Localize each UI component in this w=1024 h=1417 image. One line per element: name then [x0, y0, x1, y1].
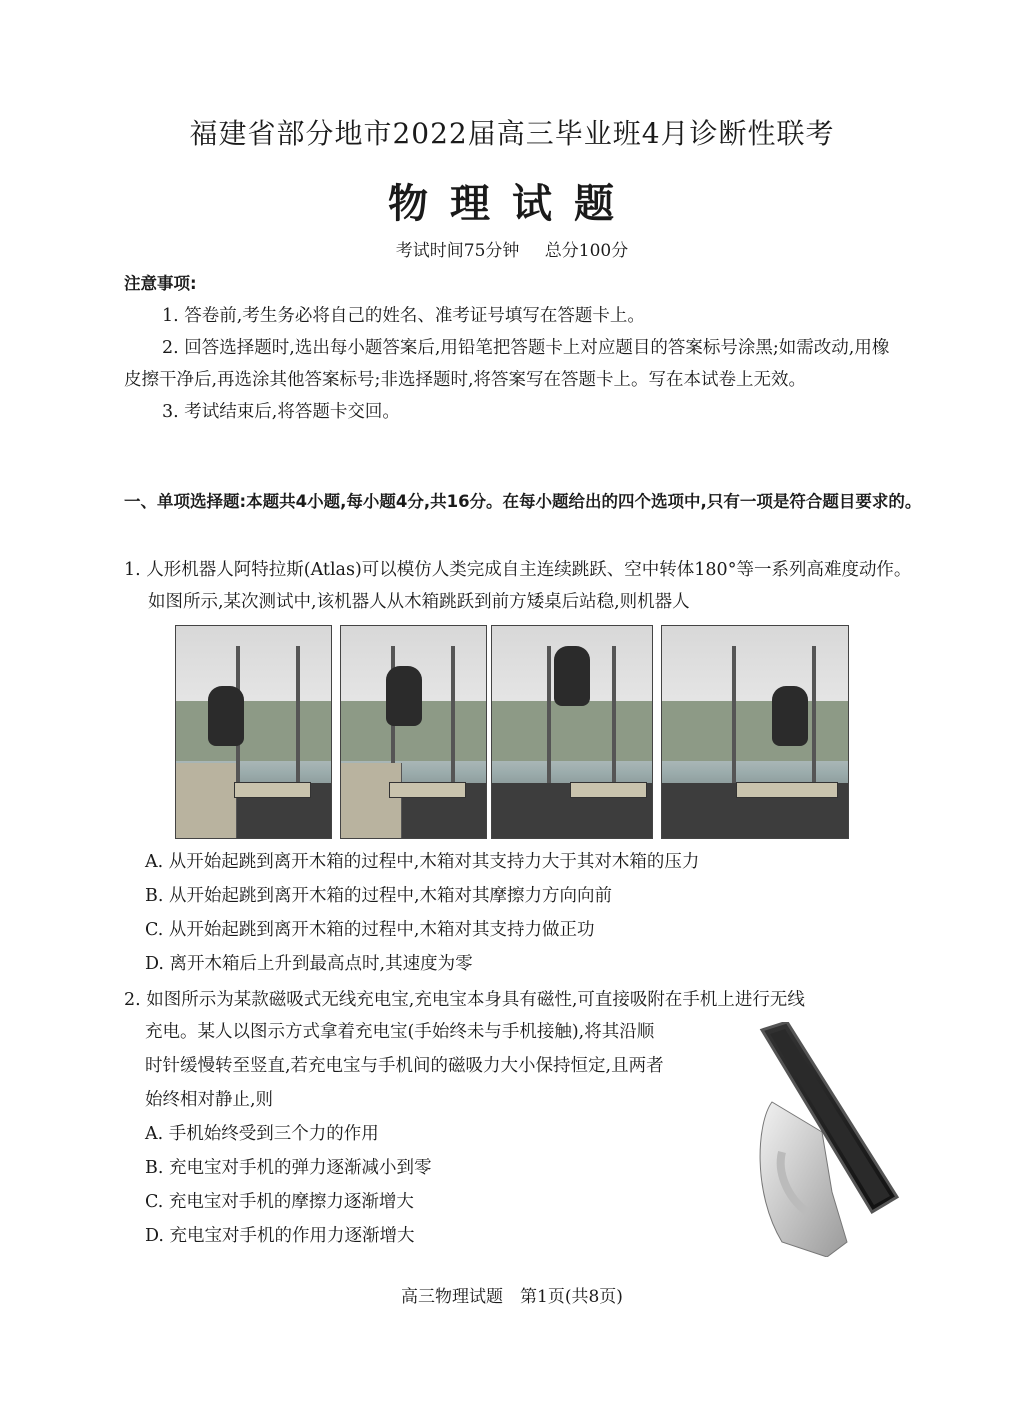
- q2-stem-line1: 2. 如图所示为某款磁吸式无线充电宝,充电宝本身具有磁性,可直接吸附在手机上进行无线: [124, 990, 805, 1010]
- q2-option-d: D. 充电宝对手机的作用力逐渐增大: [145, 1226, 415, 1246]
- q2-option-c: C. 充电宝对手机的摩擦力逐渐增大: [145, 1192, 414, 1212]
- q1-photo-2: [340, 625, 487, 839]
- q2-stem-line4: 始终相对静止,则: [145, 1090, 274, 1110]
- exam-total: 总分100分: [544, 241, 629, 261]
- q1-option-c: C. 从开始起跳到离开木箱的过程中,木箱对其支持力做正功: [145, 920, 595, 940]
- q2-stem-line2: 充电。某人以图示方式拿着充电宝(手始终未与手机接触),将其沿顺: [145, 1022, 655, 1042]
- q1-photo-4: [661, 625, 849, 839]
- q1-stem: 1. 人形机器人阿特拉斯(Atlas)可以模仿人类完成自主连续跳跃、空中转体180°等一系列高难度动作。如图所示,某次测试中,该机器人从木箱跳跃到前方矮桌后站稳,则机器人: [124, 560, 912, 612]
- q1-option-b: B. 从开始起跳到离开木箱的过程中,木箱对其摩擦力方向向前: [145, 886, 613, 906]
- exam-title: 福建省部分地市2022届高三毕业班4月诊断性联考: [189, 117, 835, 150]
- notice-heading: 注意事项:: [124, 274, 197, 293]
- section1-heading: 一、单项选择题:本题共4小题,每小题4分,共16分。在每小题给出的四个选项中,只有一项是符合题目要求的。: [124, 492, 922, 511]
- exam-meta: [0, 236, 1024, 261]
- q2-phone-figure: [752, 1022, 902, 1257]
- q1-option-a: A. 从开始起跳到离开木箱的过程中,木箱对其支持力大于其对木箱的压力: [145, 852, 700, 872]
- subject-title: 物理试题: [388, 180, 636, 227]
- q2-stem-line3: 时针缓慢转至竖直,若充电宝与手机间的磁吸力大小保持恒定,且两者: [145, 1056, 664, 1076]
- notice-item-3: 3. 考试结束后,将答题卡交回。: [162, 402, 400, 422]
- q1-figure: [175, 625, 850, 840]
- page-footer: 高三物理试题 第1页(共8页): [401, 1287, 623, 1307]
- exam-time: 考试时间75分钟: [395, 241, 520, 261]
- q1-photo-3: [491, 625, 653, 839]
- q1-photo-1: [175, 625, 332, 839]
- q2-option-b: B. 充电宝对手机的弹力逐渐减小到零: [145, 1158, 432, 1178]
- q1-option-d: D. 离开木箱后上升到最高点时,其速度为零: [145, 954, 473, 974]
- notice-item-1: 1. 答卷前,考生务必将自己的姓名、准考证号填写在答题卡上。: [162, 306, 645, 326]
- q2-option-a: A. 手机始终受到三个力的作用: [145, 1124, 379, 1144]
- notice-item-2: 2. 回答选择题时,选出每小题答案后,用铅笔把答题卡上对应题目的答案标号涂黑;如需改动,用橡皮擦干净后,再选涂其他答案标号;非选择题时,将答案写在答题卡上。写在本试卷上无效。: [124, 338, 890, 390]
- notice: [124, 268, 900, 428]
